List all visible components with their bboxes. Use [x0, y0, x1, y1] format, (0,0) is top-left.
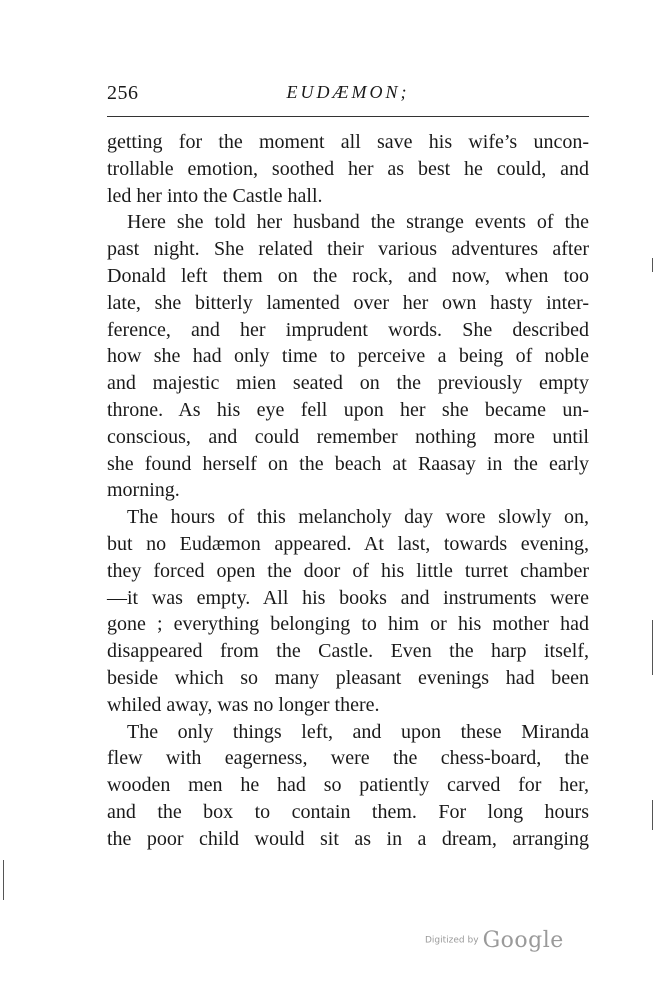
text-line: they forced open the door of his little turret chamber: [107, 559, 589, 582]
scan-edge-mark: [652, 258, 653, 272]
watermark-brand: Google: [482, 928, 564, 953]
text-line: gone ; everything belonging to him or his mother had: [107, 613, 589, 636]
paragraph: [107, 209, 589, 504]
text-line: and majestic mien seated on the previously empty: [107, 372, 589, 395]
text-line: flew with eagerness, were the chess-board, the: [107, 747, 589, 770]
text-line: throne. As his eye fell upon her she became un-: [107, 398, 589, 421]
paragraph: [107, 504, 589, 718]
header-rule: [107, 116, 589, 117]
text-line: how she had only time to perceive a being of noble: [107, 345, 589, 368]
scan-edge-mark: [652, 620, 653, 675]
body-text: [107, 129, 589, 853]
text-line: beside which so many pleasant evenings had been: [107, 666, 589, 689]
scan-edge-mark: [652, 800, 653, 830]
watermark-prefix: Digitized by: [425, 935, 479, 946]
scan-edge-mark: [3, 860, 4, 900]
text-line: The only things left, and upon these Miranda: [127, 720, 589, 743]
text-line: disappeared from the Castle. Even the harp itself,: [107, 640, 589, 663]
text-line: morning.: [107, 479, 180, 502]
text-line: but no Eudæmon appeared. At last, towards evening,: [107, 532, 589, 555]
text-line: wooden men he had so patiently carved for her,: [107, 774, 589, 797]
text-line: ference, and her imprudent words. She described: [107, 318, 589, 341]
text-line: and the box to contain them. For long hours: [107, 800, 589, 823]
paragraph: [107, 129, 589, 209]
text-line: —it was empty. All his books and instruments were: [107, 586, 589, 609]
text-line: getting for the moment all save his wife’s uncon-: [107, 131, 589, 153]
text-line: led her into the Castle hall.: [107, 184, 323, 207]
text-line: late, she bitterly lamented over her own hasty inter-: [107, 291, 589, 314]
page-header: [107, 82, 589, 112]
text-line: The hours of this melancholy day wore slowly on,: [127, 506, 589, 529]
text-line: she found herself on the beach at Raasay in the early: [107, 452, 589, 475]
text-line: conscious, and could remember nothing more until: [107, 425, 589, 448]
text-line: whiled away, was no longer there.: [107, 693, 380, 716]
page-number: 256: [107, 82, 139, 104]
text-line: trollable emotion, soothed her as best he could, and: [107, 157, 589, 180]
paragraph: [107, 719, 589, 853]
text-line: past night. She related their various adventures after: [107, 238, 589, 261]
digitized-watermark: [425, 928, 564, 953]
text-line: Here she told her husband the strange events of the: [127, 211, 589, 234]
text-line: Donald left them on the rock, and now, when too: [107, 264, 589, 287]
running-head: EUDÆMON;: [286, 82, 410, 102]
text-line: the poor child would sit as in a dream, arranging: [107, 827, 589, 850]
